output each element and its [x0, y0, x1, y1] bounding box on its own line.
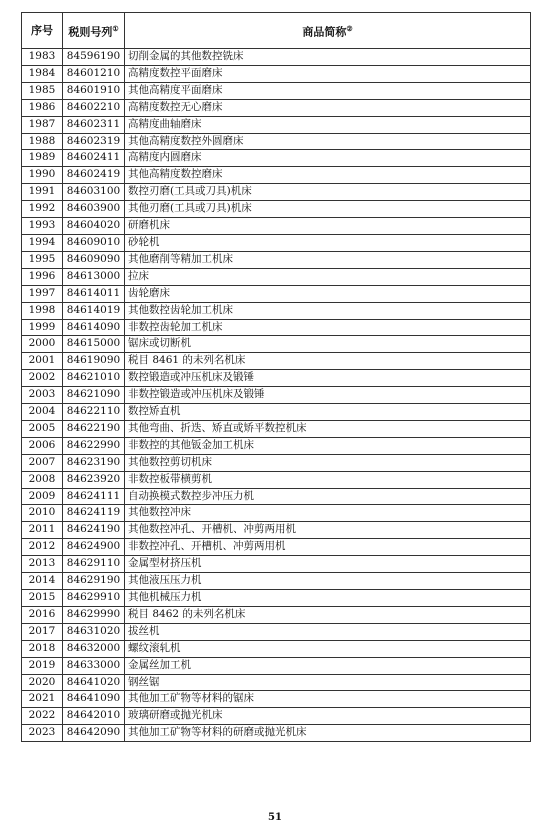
- table-row: [22, 573, 531, 590]
- row-seq-cell: 2002: [22, 370, 63, 387]
- row-seq-cell: 1993: [22, 218, 63, 235]
- table-row: [22, 505, 531, 522]
- header-tariff-code-footnote: ①: [112, 23, 119, 33]
- header-tariff-code-label: 税则号列: [68, 25, 113, 39]
- page-number: 51: [268, 812, 282, 823]
- table-row: [22, 623, 531, 640]
- row-product-name-cell: 非数控锻造或冲压机床及锻锤: [125, 387, 531, 404]
- row-tariff-code-cell: 84631020: [63, 623, 125, 640]
- row-seq-cell: 2011: [22, 522, 63, 539]
- row-tariff-code-cell: 84633000: [63, 657, 125, 674]
- row-product-name-cell: 钢丝锯: [125, 674, 531, 691]
- row-seq-cell: 2015: [22, 590, 63, 607]
- row-tariff-code-cell: 84624111: [63, 488, 125, 505]
- row-seq-cell: 2020: [22, 674, 63, 691]
- row-tariff-code-cell: 84602411: [63, 150, 125, 167]
- row-seq-cell: 1983: [22, 49, 63, 66]
- row-product-name-cell: 锯床或切断机: [125, 336, 531, 353]
- row-tariff-code-cell: 84623920: [63, 471, 125, 488]
- row-product-name-cell: 其他高精度数控磨床: [125, 167, 531, 184]
- row-product-name-cell: 非数控板带横剪机: [125, 471, 531, 488]
- row-tariff-code-cell: 84622110: [63, 404, 125, 421]
- table-row: [22, 725, 531, 742]
- row-seq-cell: 2007: [22, 454, 63, 471]
- table-row: [22, 674, 531, 691]
- table-row: [22, 251, 531, 268]
- row-product-name-cell: 高精度曲轴磨床: [125, 116, 531, 133]
- row-product-name-cell: 其他数控剪切机床: [125, 454, 531, 471]
- row-seq-cell: 1988: [22, 133, 63, 150]
- table-row: [22, 370, 531, 387]
- row-tariff-code-cell: 84601910: [63, 82, 125, 99]
- table-row: [22, 657, 531, 674]
- row-seq-cell: 1995: [22, 251, 63, 268]
- table-row: [22, 167, 531, 184]
- header-product-name: [125, 13, 531, 49]
- table-row: [22, 539, 531, 556]
- row-seq-cell: 2016: [22, 606, 63, 623]
- row-seq-cell: 1998: [22, 302, 63, 319]
- row-tariff-code-cell: 84632000: [63, 640, 125, 657]
- row-tariff-code-cell: 84624900: [63, 539, 125, 556]
- row-seq-cell: 1992: [22, 201, 63, 218]
- table-row: [22, 268, 531, 285]
- row-tariff-code-cell: 84601210: [63, 65, 125, 82]
- row-product-name-cell: 其他加工矿物等材料的锯床: [125, 691, 531, 708]
- header-seq-label: 序号: [31, 23, 53, 37]
- row-seq-cell: 1994: [22, 234, 63, 251]
- header-tariff-code: [63, 13, 125, 49]
- row-product-name-cell: 其他数控齿轮加工机床: [125, 302, 531, 319]
- table-row: [22, 133, 531, 150]
- row-seq-cell: 2012: [22, 539, 63, 556]
- table-row: [22, 319, 531, 336]
- row-product-name-cell: 高精度数控无心磨床: [125, 99, 531, 116]
- table-row: [22, 488, 531, 505]
- row-product-name-cell: 非数控冲孔、开槽机、冲剪两用机: [125, 539, 531, 556]
- table-row: [22, 522, 531, 539]
- row-product-name-cell: 数控锻造或冲压机床及锻锤: [125, 370, 531, 387]
- table-row: [22, 387, 531, 404]
- row-tariff-code-cell: 84614019: [63, 302, 125, 319]
- table-row: [22, 49, 531, 66]
- row-seq-cell: 2014: [22, 573, 63, 590]
- row-product-name-cell: 砂轮机: [125, 234, 531, 251]
- row-product-name-cell: 其他磨削等精加工机床: [125, 251, 531, 268]
- table-row: [22, 556, 531, 573]
- row-tariff-code-cell: 84629110: [63, 556, 125, 573]
- row-product-name-cell: 数控矫直机: [125, 404, 531, 421]
- header-row: [22, 13, 531, 49]
- table-row: [22, 437, 531, 454]
- row-seq-cell: 1985: [22, 82, 63, 99]
- table-row: [22, 606, 531, 623]
- row-product-name-cell: 税目 8462 的未列名机床: [125, 606, 531, 623]
- tariff-table: [21, 12, 531, 742]
- table-row: [22, 471, 531, 488]
- row-seq-cell: 2008: [22, 471, 63, 488]
- header-product-name-footnote: ②: [346, 23, 353, 33]
- table-row: [22, 82, 531, 99]
- row-tariff-code-cell: 84602319: [63, 133, 125, 150]
- row-product-name-cell: 数控刃磨(工具或刀具)机床: [125, 184, 531, 201]
- row-tariff-code-cell: 84602210: [63, 99, 125, 116]
- row-seq-cell: 1984: [22, 65, 63, 82]
- table-body: [22, 49, 531, 742]
- row-tariff-code-cell: 84642090: [63, 725, 125, 742]
- row-tariff-code-cell: 84619090: [63, 353, 125, 370]
- row-seq-cell: 1991: [22, 184, 63, 201]
- row-tariff-code-cell: 84613000: [63, 268, 125, 285]
- table-row: [22, 99, 531, 116]
- table-row: [22, 150, 531, 167]
- header-seq: [22, 13, 63, 49]
- table-row: [22, 65, 531, 82]
- table-row: [22, 302, 531, 319]
- table-row: [22, 590, 531, 607]
- table-row: [22, 404, 531, 421]
- row-tariff-code-cell: 84641020: [63, 674, 125, 691]
- table-row: [22, 691, 531, 708]
- row-seq-cell: 2006: [22, 437, 63, 454]
- row-tariff-code-cell: 84642010: [63, 708, 125, 725]
- row-product-name-cell: 其他数控冲孔、开槽机、冲剪两用机: [125, 522, 531, 539]
- row-seq-cell: 1990: [22, 167, 63, 184]
- table-row: [22, 116, 531, 133]
- row-product-name-cell: 其他机械压力机: [125, 590, 531, 607]
- row-seq-cell: 2021: [22, 691, 63, 708]
- table-row: [22, 336, 531, 353]
- row-product-name-cell: 其他高精度平面磨床: [125, 82, 531, 99]
- row-product-name-cell: 高精度内圆磨床: [125, 150, 531, 167]
- row-product-name-cell: 金属型材挤压机: [125, 556, 531, 573]
- table-row: [22, 184, 531, 201]
- table-row: [22, 640, 531, 657]
- row-tariff-code-cell: 84641090: [63, 691, 125, 708]
- row-product-name-cell: 玻璃研磨或抛光机床: [125, 708, 531, 725]
- row-seq-cell: 2017: [22, 623, 63, 640]
- row-product-name-cell: 其他加工矿物等材料的研磨或抛光机床: [125, 725, 531, 742]
- row-product-name-cell: 其他弯曲、折迭、矫直或矫平数控机床: [125, 420, 531, 437]
- row-product-name-cell: 非数控的其他钣金加工机床: [125, 437, 531, 454]
- row-seq-cell: 2013: [22, 556, 63, 573]
- row-seq-cell: 2010: [22, 505, 63, 522]
- row-tariff-code-cell: 84621090: [63, 387, 125, 404]
- table-row: [22, 353, 531, 370]
- header-product-name-label: 商品简称: [302, 25, 347, 39]
- table-row: [22, 234, 531, 251]
- row-seq-cell: 2022: [22, 708, 63, 725]
- row-product-name-cell: 税目 8461 的未列名机床: [125, 353, 531, 370]
- row-tariff-code-cell: 84603900: [63, 201, 125, 218]
- row-seq-cell: 2003: [22, 387, 63, 404]
- row-tariff-code-cell: 84624190: [63, 522, 125, 539]
- row-product-name-cell: 研磨机床: [125, 218, 531, 235]
- row-tariff-code-cell: 84624119: [63, 505, 125, 522]
- row-seq-cell: 1987: [22, 116, 63, 133]
- row-tariff-code-cell: 84621010: [63, 370, 125, 387]
- row-tariff-code-cell: 84603100: [63, 184, 125, 201]
- table-row: [22, 420, 531, 437]
- row-seq-cell: 2023: [22, 725, 63, 742]
- row-tariff-code-cell: 84602419: [63, 167, 125, 184]
- row-tariff-code-cell: 84622190: [63, 420, 125, 437]
- row-seq-cell: 2019: [22, 657, 63, 674]
- row-tariff-code-cell: 84622990: [63, 437, 125, 454]
- row-seq-cell: 2005: [22, 420, 63, 437]
- row-seq-cell: 1989: [22, 150, 63, 167]
- row-seq-cell: 2009: [22, 488, 63, 505]
- row-tariff-code-cell: 84615000: [63, 336, 125, 353]
- row-tariff-code-cell: 84629190: [63, 573, 125, 590]
- row-tariff-code-cell: 84629990: [63, 606, 125, 623]
- row-seq-cell: 2004: [22, 404, 63, 421]
- row-seq-cell: 2018: [22, 640, 63, 657]
- row-product-name-cell: 其他数控冲床: [125, 505, 531, 522]
- row-tariff-code-cell: 84596190: [63, 49, 125, 66]
- table-row: [22, 218, 531, 235]
- row-product-name-cell: 齿轮磨床: [125, 285, 531, 302]
- row-seq-cell: 1999: [22, 319, 63, 336]
- row-product-name-cell: 非数控齿轮加工机床: [125, 319, 531, 336]
- table-header: [22, 13, 531, 49]
- row-tariff-code-cell: 84629910: [63, 590, 125, 607]
- row-seq-cell: 2000: [22, 336, 63, 353]
- row-seq-cell: 1997: [22, 285, 63, 302]
- row-product-name-cell: 自动换模式数控步冲压力机: [125, 488, 531, 505]
- row-product-name-cell: 拔丝机: [125, 623, 531, 640]
- table-row: [22, 201, 531, 218]
- table-row: [22, 708, 531, 725]
- row-seq-cell: 1986: [22, 99, 63, 116]
- row-seq-cell: 1996: [22, 268, 63, 285]
- row-tariff-code-cell: 84623190: [63, 454, 125, 471]
- table-row: [22, 285, 531, 302]
- row-tariff-code-cell: 84602311: [63, 116, 125, 133]
- row-tariff-code-cell: 84614011: [63, 285, 125, 302]
- row-product-name-cell: 切削金属的其他数控铣床: [125, 49, 531, 66]
- row-product-name-cell: 其他高精度数控外圆磨床: [125, 133, 531, 150]
- row-product-name-cell: 其他刃磨(工具或刀具)机床: [125, 201, 531, 218]
- row-tariff-code-cell: 84604020: [63, 218, 125, 235]
- row-tariff-code-cell: 84609090: [63, 251, 125, 268]
- table-row: [22, 454, 531, 471]
- row-seq-cell: 2001: [22, 353, 63, 370]
- row-product-name-cell: 拉床: [125, 268, 531, 285]
- row-tariff-code-cell: 84609010: [63, 234, 125, 251]
- row-product-name-cell: 金属丝加工机: [125, 657, 531, 674]
- row-product-name-cell: 螺纹滚轧机: [125, 640, 531, 657]
- row-product-name-cell: 高精度数控平面磨床: [125, 65, 531, 82]
- row-product-name-cell: 其他液压压力机: [125, 573, 531, 590]
- row-tariff-code-cell: 84614090: [63, 319, 125, 336]
